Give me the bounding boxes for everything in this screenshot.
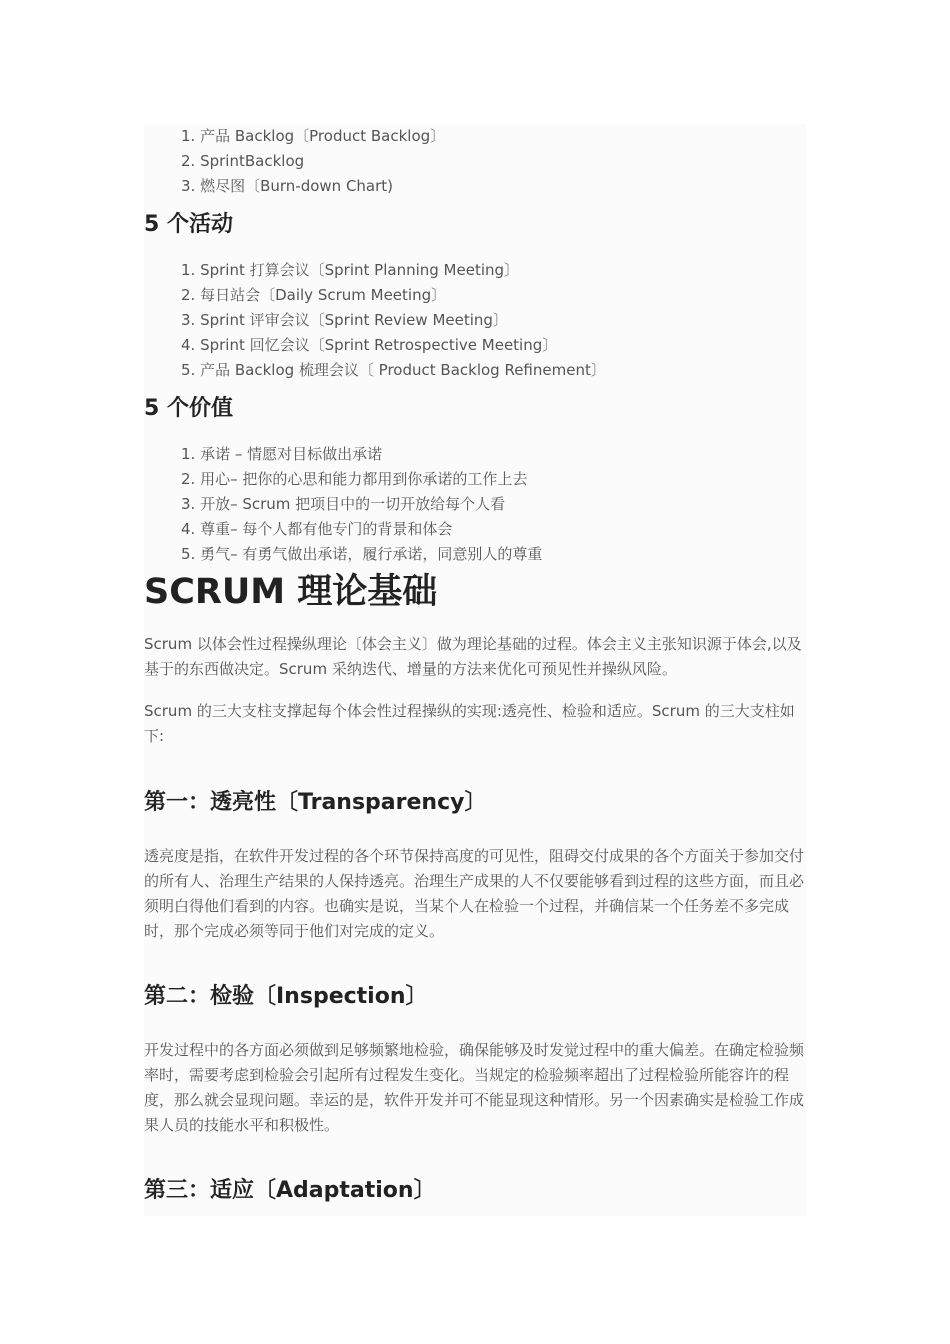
list-item: 勇气– 有勇气做出承诺，履行承诺，同意别人的尊重: [200, 545, 543, 563]
values-list: [144, 442, 542, 567]
adaptation-heading: 第三：适应〔Adaptation〕: [144, 1178, 436, 1203]
list-item: 尊重– 每个人都有他专门的背景和体会: [200, 520, 453, 538]
inspection-paragraph: 开发过程中的各方面必须做到足够频繁地检验，确保能够及时发觉过程中的重大偏差。在确定检验频率时，需要考虑到检验会引起所有过程发生变化。当规定的检验频率超出了过程检验所能容许的程度，那么就会显现问题。幸运的是，软件开发并可不能显现这种情形。另一个因素确实是检验工作成果人员的技能水平和积极性。: [144, 1041, 805, 1134]
list-item: 燃尽图〔Burn-down Chart): [200, 177, 394, 195]
transparency-paragraph: 透亮度是指，在软件开发过程的各个环节保持高度的可见性，阻碍交付成果的各个方面关于参加交付的所有人、治理生产结果的人保持透亮。治理生产成果的人不仅要能够看到过程的这些方面，而且必须明白得他们看到的内容。也确实是说，当某个人在检验一个过程，并确信某一个任务差不多完成时，那个完成必须等同于他们对完成的定义。: [144, 847, 805, 940]
list-item: 开放– Scrum 把项目中的一切开放给每个人看: [200, 495, 506, 513]
list-item: 产品 Backlog〔Product Backlog〕: [200, 127, 446, 145]
transparency-heading: 第一：透亮性〔Transparency〕: [144, 790, 487, 815]
activities-list: [144, 258, 606, 383]
list-item: 每日站会〔Daily Scrum Meeting〕: [200, 286, 447, 304]
document-page: [144, 124, 806, 1216]
list-item: Sprint 评审会议〔Sprint Review Meeting〕: [200, 311, 508, 329]
theory-paragraph-2: Scrum 的三大支柱支撑起每个体会性过程操纵的实现:透亮性、检验和适应。Scrum 的三大支柱如下:: [144, 702, 795, 745]
activities-heading: 5 个活动: [144, 212, 233, 237]
list-item: 用心– 把你的心思和能力都用到你承诺的工作上去: [200, 470, 528, 488]
artifacts-list: [144, 124, 445, 199]
list-item: SprintBacklog: [200, 152, 305, 170]
list-item: Sprint 打算会议〔Sprint Planning Meeting〕: [200, 261, 520, 279]
values-heading: 5 个价值: [144, 396, 233, 421]
list-item: Sprint 回忆会议〔Sprint Retrospective Meeting〕: [200, 336, 558, 354]
list-item: 产品 Backlog 梳理会议〔 Product Backlog Refinement〕: [200, 361, 606, 379]
theory-paragraph-1: Scrum 以体会性过程操纵理论〔体会主义〕做为理论基础的过程。体会主义主张知识源于体会,以及基于的东西做决定。Scrum 采纳迭代、增量的方法来优化可预见性并操纵风险。: [144, 635, 802, 678]
list-item: 承诺 – 情愿对目标做出承诺: [200, 445, 383, 463]
inspection-heading: 第二：检验〔Inspection〕: [144, 984, 428, 1009]
theory-heading: SCRUM 理论基础: [144, 572, 438, 612]
